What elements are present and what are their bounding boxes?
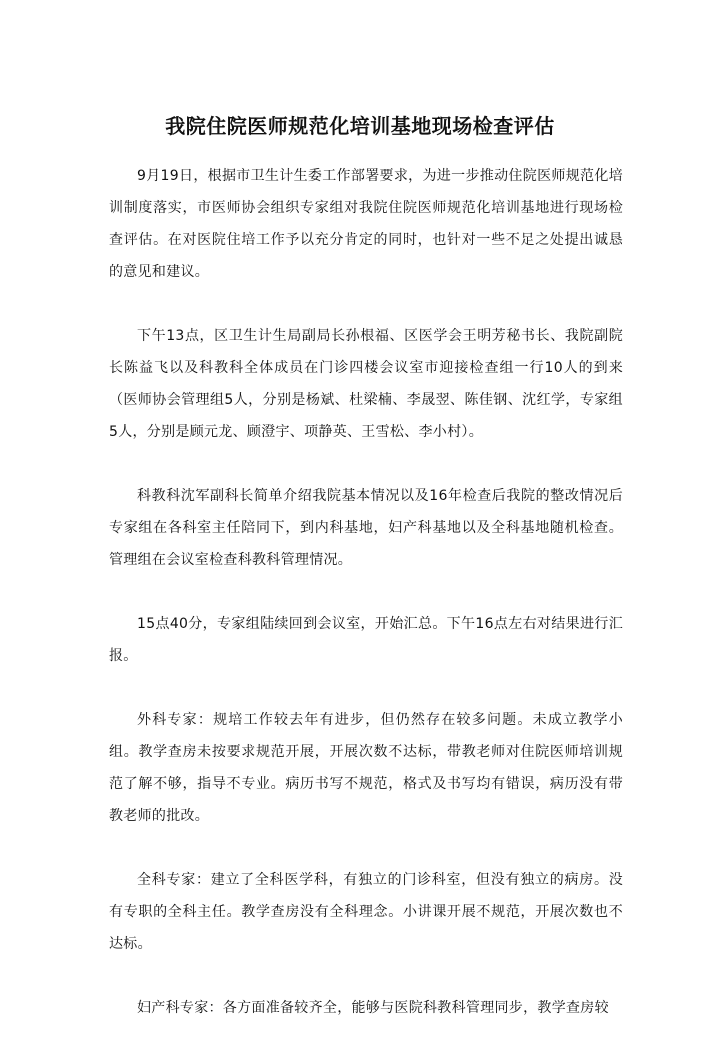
paragraph-obgyn-expert: 妇产科专家：各方面准备较齐全，能够与医院科教科管理同步，教学查房较 (137, 1000, 609, 1016)
document-title: 我院住院医师规范化培训基地现场检查评估 (165, 114, 555, 138)
paragraph-surgery-expert: 外科专家：规培工作较去年有进步，但仍然存在较多问题。未成立教学小组。教学查房未按要求规范开展，开展次数不达标，带教老师对住院医师培训规范了解不够，指导不专业。病历书写不规范，格式及书写均有错误，病历没有带教老师的批改。 (109, 712, 623, 824)
paragraph-general-expert: 全科专家：建立了全科医学科，有独立的门诊科室，但没有独立的病房。没有专职的全科主任。教学查房没有全科理念。小讲课开展不规范，开展次数也不达标。 (109, 872, 623, 952)
paragraph-inspection: 科教科沈军副科长简单介绍我院基本情况以及16年检查后我院的整改情况后专家组在各科室主任陪同下，到内科基地，妇产科基地以及全科基地随机检查。管理组在会议室检查科教科管理情况。 (109, 488, 623, 568)
paragraph-summary: 15点40分，专家组陆续回到会议室，开始汇总。下午16点左右对结果进行汇报。 (109, 616, 623, 664)
paragraph-reception: 下午13点，区卫生计生局副局长孙根福、区医学会王明芳秘书长、我院副院长陈益飞以及科教科全体成员在门诊四楼会议室市迎接检查组一行10人的到来（医师协会管理组5人，分别是杨斌、杜梁楠、李晟翌、陈佳钢、沈红学，专家组5人，分别是顾元龙、顾澄宇、项静英、王雪松、李小村）。 (109, 328, 623, 440)
paragraph-intro: 9月19日，根据市卫生计生委工作部署要求，为进一步推动住院医师规范化培训制度落实，市医师协会组织专家组对我院住院医师规范化培训基地进行现场检查评估。在对医院住培工作予以充分肯定的同时，也针对一些不足之处提出诚恳的意见和建议。 (109, 168, 623, 280)
document-body (109, 160, 623, 1056)
